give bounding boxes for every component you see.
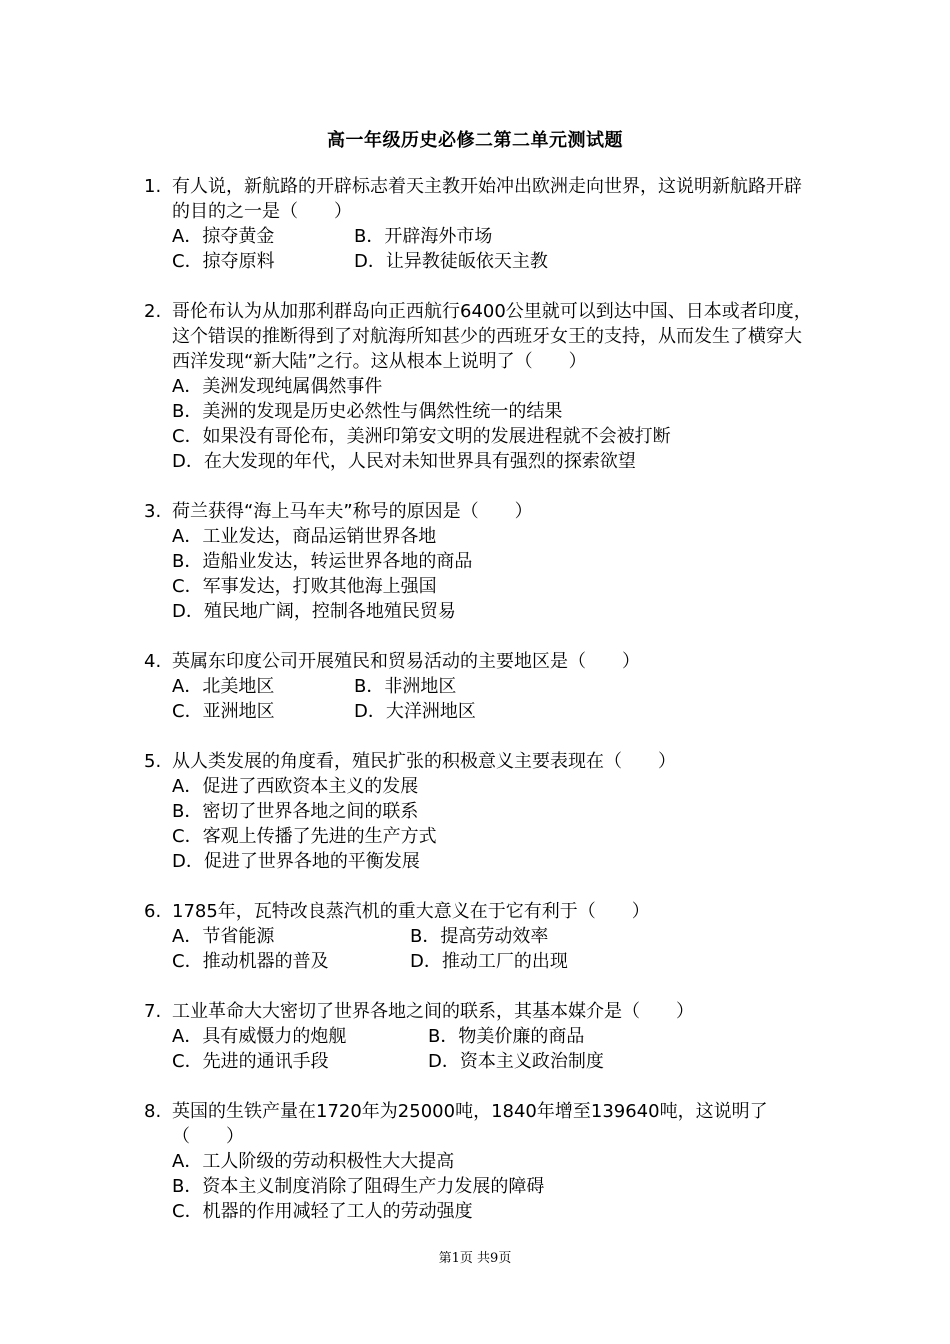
question-number: 6. bbox=[144, 901, 162, 922]
option-d: D．大洋洲地区 bbox=[354, 701, 476, 722]
option-c: C．推动机器的普及 bbox=[172, 951, 329, 972]
option-group bbox=[144, 1149, 814, 1224]
option-b: B．资本主义制度消除了阻碍生产力发展的障碍 bbox=[172, 1176, 545, 1197]
option-d: D．让异教徒皈依天主教 bbox=[354, 251, 548, 272]
option-a: A．工人阶级的劳动积极性大大提高 bbox=[172, 1151, 455, 1172]
option-a: A．掠夺黄金 bbox=[172, 226, 275, 247]
option-a: A．节省能源 bbox=[172, 926, 275, 947]
option-a: A．具有威慑力的炮舰 bbox=[172, 1026, 347, 1047]
question-number: 7. bbox=[144, 1001, 162, 1022]
question-3 bbox=[144, 499, 814, 624]
page-footer: 第1页 共9页 bbox=[438, 1251, 512, 1266]
option-d: D．资本主义政治制度 bbox=[428, 1051, 604, 1072]
question-number: 8. bbox=[144, 1101, 162, 1122]
option-c: C．掠夺原料 bbox=[172, 251, 275, 272]
option-d: D．在大发现的年代，人民对未知世界具有强烈的探索欲望 bbox=[172, 451, 636, 472]
question-stem bbox=[144, 1099, 814, 1149]
question-stem bbox=[144, 899, 814, 924]
option-b: B．造船业发达，转运世界各地的商品 bbox=[172, 551, 473, 572]
question-1 bbox=[144, 174, 814, 274]
question-number: 2. bbox=[144, 301, 162, 322]
question-4 bbox=[144, 649, 814, 724]
question-list bbox=[144, 174, 814, 1249]
question-text: 从人类发展的角度看，殖民扩张的积极意义主要表现在（ ） bbox=[172, 751, 676, 772]
question-stem bbox=[144, 649, 814, 674]
question-stem bbox=[144, 749, 814, 774]
option-b: B．密切了世界各地之间的联系 bbox=[172, 801, 419, 822]
option-group bbox=[144, 924, 814, 974]
option-group bbox=[144, 224, 814, 274]
option-d: D．殖民地广阔，控制各地殖民贸易 bbox=[172, 601, 456, 622]
option-c: C．如果没有哥伦布，美洲印第安文明的发展进程就不会被打断 bbox=[172, 426, 671, 447]
option-a: A．美洲发现纯属偶然事件 bbox=[172, 376, 383, 397]
question-number: 5. bbox=[144, 751, 162, 772]
question-number: 1. bbox=[144, 176, 162, 197]
question-text: 工业革命大大密切了世界各地之间的联系，其基本媒介是（ ） bbox=[172, 1001, 694, 1022]
option-c: C．军事发达，打败其他海上强国 bbox=[172, 576, 437, 597]
question-text: 英属东印度公司开展殖民和贸易活动的主要地区是（ ） bbox=[172, 651, 640, 672]
page-title: 高一年级历史必修二第二单元测试题 bbox=[327, 130, 623, 151]
option-a: A．工业发达，商品运销世界各地 bbox=[172, 526, 437, 547]
question-5 bbox=[144, 749, 814, 874]
option-b: B．美洲的发现是历史必然性与偶然性统一的结果 bbox=[172, 401, 563, 422]
option-group bbox=[144, 1024, 814, 1074]
question-number: 4. bbox=[144, 651, 162, 672]
option-d: D．促进了世界各地的平衡发展 bbox=[172, 851, 420, 872]
option-group bbox=[144, 524, 814, 624]
question-text: 哥伦布认为从加那利群岛向正西航行6400公里就可以到达中国、日本或者印度，这个错误的推断得到了对航海所知甚少的西班牙女王的支持，从而发生了横穿大西洋发现“新大陆”之行。这从根本上说明了（ ） bbox=[172, 301, 812, 372]
option-b: B．提高劳动效率 bbox=[410, 926, 549, 947]
option-b: B．物美价廉的商品 bbox=[428, 1026, 585, 1047]
option-a: A．北美地区 bbox=[172, 676, 275, 697]
question-text: 英国的生铁产量在1720年为25000吨，1840年增至139640吨，这说明了（ ） bbox=[172, 1101, 768, 1147]
question-8 bbox=[144, 1099, 814, 1224]
option-d: D．推动工厂的出现 bbox=[410, 951, 568, 972]
option-c: C．先进的通讯手段 bbox=[172, 1051, 329, 1072]
option-group bbox=[144, 674, 814, 724]
option-group bbox=[144, 374, 814, 474]
question-text: 荷兰获得“海上马车夫”称号的原因是（ ） bbox=[172, 501, 533, 522]
question-2 bbox=[144, 299, 814, 474]
question-stem bbox=[144, 299, 814, 374]
option-group bbox=[144, 774, 814, 874]
question-stem bbox=[144, 999, 814, 1024]
question-7 bbox=[144, 999, 814, 1074]
option-b: B．开辟海外市场 bbox=[354, 226, 493, 247]
question-number: 3. bbox=[144, 501, 162, 522]
question-text: 1785年，瓦特改良蒸汽机的重大意义在于它有利于（ ） bbox=[172, 901, 650, 922]
option-a: A．促进了西欧资本主义的发展 bbox=[172, 776, 419, 797]
question-6 bbox=[144, 899, 814, 974]
question-stem bbox=[144, 174, 814, 224]
question-text: 有人说，新航路的开辟标志着天主教开始冲出欧洲走向世界，这说明新航路开辟的目的之一是（ ） bbox=[172, 176, 802, 222]
option-b: B．非洲地区 bbox=[354, 676, 457, 697]
question-stem bbox=[144, 499, 814, 524]
option-c: C．客观上传播了先进的生产方式 bbox=[172, 826, 437, 847]
option-c: C．机器的作用减轻了工人的劳动强度 bbox=[172, 1201, 473, 1222]
option-c: C．亚洲地区 bbox=[172, 701, 275, 722]
